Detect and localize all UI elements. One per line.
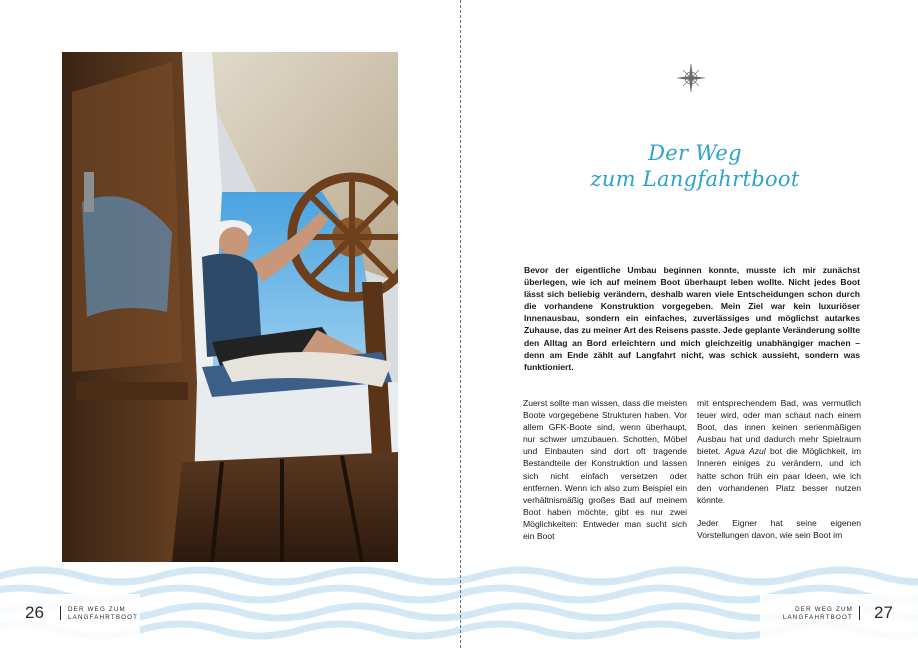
running-head-left	[68, 606, 138, 621]
body-column-2	[697, 397, 861, 552]
body-paragraph	[697, 397, 861, 506]
running-head-right	[770, 606, 853, 621]
intro-paragraph: Bevor der eigentliche Umbau beginnen konnte, musste ich mir zunächst überlegen, wie ich auf meinem Boot überhaupt leben wollte. Nicht jedes Boot lässt sich beliebig verändern, deshalb waren viele Entscheidungen schon durch die vorhandene Konstruktion vorgegeben. Mein Ziel war kein luxuriöser Innenausbau, sondern ein einfaches, zuverlässiges und möglichst autarkes Zuhause, das zu meiner Art des Reisens passte. Jede geplante Veränderung sollte den Alltag an Bord erleichtern und mich gleichzeitig unabhängiger machen – denn am Ende zählt auf Langfahrt nicht, was schick aussieht, sondern was funktioniert.	[524, 265, 860, 372]
running-head-right-line1: DER WEG ZUM	[795, 606, 853, 613]
compass-rose-icon	[676, 63, 706, 93]
running-head-left-line2: LANGFAHRTBOOT	[68, 613, 139, 621]
boat-name: Agua Azul	[724, 446, 766, 457]
body-text: bot die Möglichkeit, im Inneren einiges zu verändern, und ich hatte schon früh ein paar Ideen, wie ich den vorhandenen Platz besser nutzen könnte.	[697, 446, 861, 505]
page-number-left: 26	[25, 603, 44, 622]
chapter-title	[560, 140, 830, 192]
page-gutter	[460, 0, 461, 648]
footer-separator-right	[859, 606, 860, 620]
page-number-right: 27	[874, 603, 893, 622]
body-column-1	[523, 397, 687, 553]
footer-separator-left	[60, 606, 61, 620]
chapter-title-line2: zum Langfahrtboot	[590, 167, 800, 191]
running-head-left-line1: DER WEG ZUM	[68, 606, 126, 613]
running-head-right-line2: LANGFAHRTBOOT	[782, 613, 853, 621]
body-text: mit entsprechendem Bad, was vermutlich teuer wird, oder man schaut nach einem Boot, das innen keinen serienmäßigen Ausbau hat und dadurch mehr Spielraum bietet.	[697, 398, 861, 457]
chapter-title-line1: Der Weg	[648, 141, 742, 165]
body-paragraph: Zuerst sollte man wissen, dass die meisten Boote vorgegebene Strukturen haben. Vor allem GFK-Boote sind, wenn überhaupt, nur schwer umzubauen. Schotten, Möbel und Einbauten sind dort oft tragende Bestandteile der Konstruktion und lassen sich nicht einfach versetzen oder entfernen. Wenn ich also zum Beispiel ein verhältnismäßig großes Bad auf meinem Boot haben möchte, gibt es nur zwei Möglichkeiten: Entweder man sucht sich ein Boot	[523, 398, 687, 542]
wave-decoration	[0, 560, 918, 648]
sailor-at-helm-photo	[62, 52, 398, 562]
body-paragraph: Jeder Eigner hat seine eigenen Vorstellungen davon, wie sein Boot im	[697, 517, 861, 540]
